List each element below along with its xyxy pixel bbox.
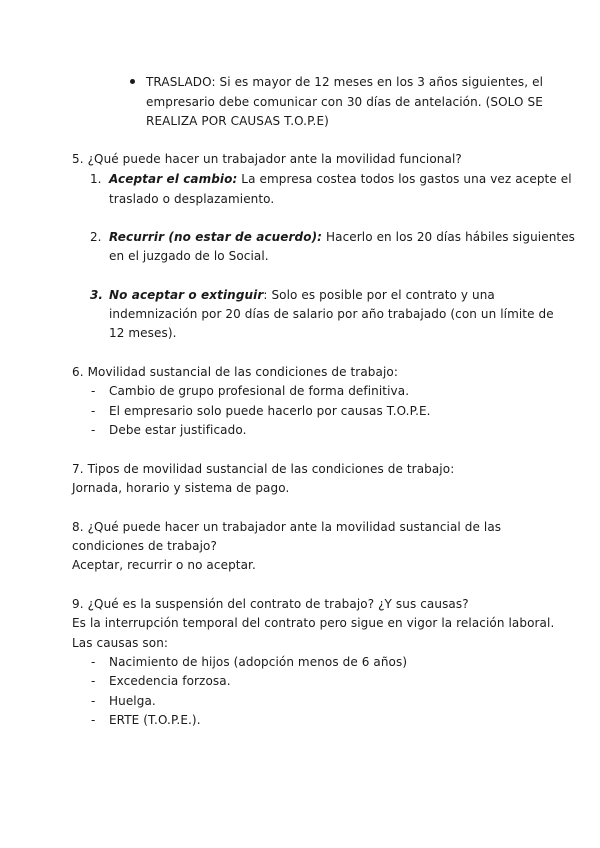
q5-item-1-rest: La empresa costea todos los gastos una vez acepte el [237, 172, 572, 186]
q5-item-2-line-2: en el juzgado de lo Social. [109, 249, 269, 263]
q9-item-3: Huelga. [109, 694, 156, 708]
q9-item-2: Excedencia forzosa. [109, 674, 231, 688]
list-dash: - [91, 713, 96, 727]
q5-item-2-line [109, 229, 575, 245]
q5-item-3-number: 3. [90, 288, 103, 302]
list-dash: - [91, 674, 96, 688]
q8-title-line-2: condiciones de trabajo? [72, 539, 217, 553]
q9-item-4: ERTE (T.O.P.E.). [109, 713, 201, 727]
intro-bullet-line-2: empresario debe comunicar con 30 días de antelación. (SOLO SE [146, 95, 543, 109]
q5-item-3-line-3: 12 meses). [109, 326, 177, 340]
q5-item-3-line [109, 287, 495, 303]
q7-answer: Jornada, horario y sistema de pago. [72, 481, 290, 495]
q5-item-2-bold: Recurrir (no estar de acuerdo): [109, 230, 323, 244]
q5-item-2-rest: Hacerlo en los 20 días hábiles siguientes [322, 230, 576, 244]
q9-causes-label: Las causas son: [72, 636, 169, 650]
intro-bullet-line-3: REALIZA POR CAUSAS T.O.P.E) [146, 114, 329, 128]
q5-item-3-rest: : Solo es posible por el contrato y una [263, 288, 495, 302]
q5-item-3-bold: No aceptar o extinguir [109, 288, 264, 302]
q9-title: 9. ¿Qué es la suspensión del contrato de trabajo? ¿Y sus causas? [72, 597, 469, 611]
q7-title: 7. Tipos de movilidad sustancial de las condiciones de trabajo: [72, 462, 455, 476]
q5-item-1-number: 1. [90, 172, 102, 186]
q5-item-1-line [109, 171, 572, 187]
list-dash: - [91, 694, 96, 708]
q9-item-1: Nacimiento de hijos (adopción menos de 6 años) [109, 655, 408, 669]
q5-title: 5. ¿Qué puede hacer un trabajador ante la movilidad funcional? [72, 152, 462, 166]
q6-item-1: Cambio de grupo profesional de forma definitiva. [109, 384, 410, 398]
q5-item-3-line-2: indemnización por 20 días de salario por año trabajado (con un límite de [109, 307, 554, 321]
list-dash: - [91, 655, 96, 669]
list-dash: - [91, 404, 96, 418]
q6-item-3: Debe estar justificado. [109, 423, 247, 437]
q5-item-1-bold: Aceptar el cambio: [109, 172, 238, 186]
q8-answer: Aceptar, recurrir o no aceptar. [72, 558, 256, 572]
q8-title-line-1: 8. ¿Qué puede hacer un trabajador ante la movilidad sustancial de las [72, 520, 502, 534]
q5-item-1-line-2: traslado o desplazamiento. [109, 192, 275, 206]
list-dash: - [91, 384, 96, 398]
bullet-dot [130, 79, 135, 84]
intro-bullet-line-1: TRASLADO: Si es mayor de 12 meses en los 3 años siguientes, el [146, 75, 544, 89]
q5-item-2-number: 2. [90, 230, 102, 244]
q6-item-2: El empresario solo puede hacerlo por causas T.O.P.E. [109, 404, 431, 418]
q6-title: 6. Movilidad sustancial de las condiciones de trabajo: [72, 365, 398, 379]
q9-answer: Es la interrupción temporal del contrato pero sigue en vigor la relación laboral. [72, 616, 555, 630]
list-dash: - [91, 423, 96, 437]
